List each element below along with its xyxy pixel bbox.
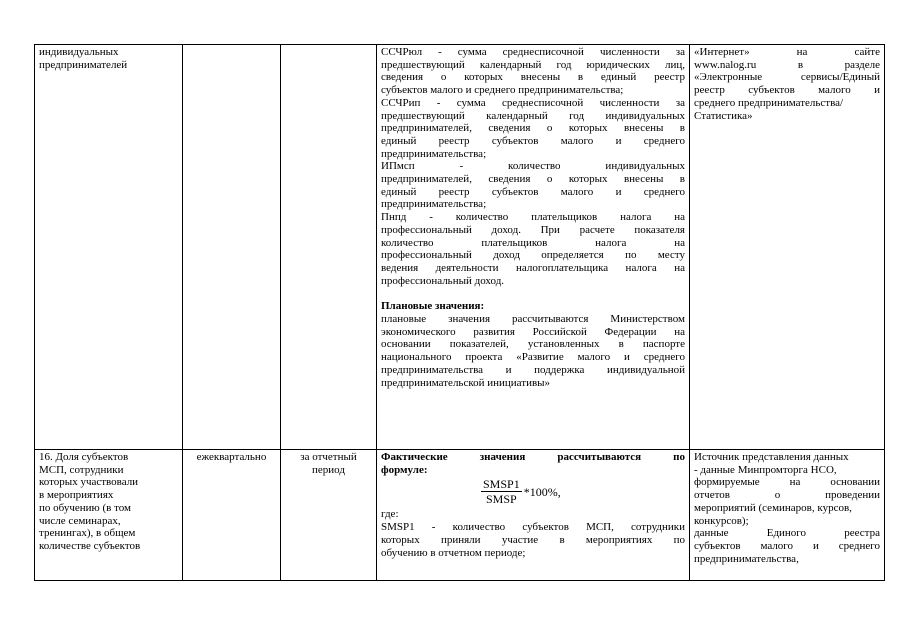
source-cell — [690, 450, 885, 581]
text-line: количестве субъектов — [39, 539, 141, 552]
formula-numerator: SMSP1 — [483, 477, 520, 492]
text-line: ССЧРип - сумма среднесписочной численности за — [381, 96, 685, 109]
text-line: которых участвовали — [39, 476, 139, 489]
text-line: предпринимателей, сведения о которых внесены в — [381, 122, 685, 135]
text-line: Источник представления данных — [694, 451, 849, 463]
text-line: отчетов о проведении — [694, 489, 880, 502]
text-line: «Интернет» на сайте — [694, 46, 880, 58]
source-cell — [690, 45, 885, 450]
text-line: конкурсов); — [694, 514, 749, 527]
periodicity-cell — [183, 45, 281, 450]
text-line: ССЧРюл - сумма среднесписочной численности за — [381, 46, 685, 58]
text-line: где: — [381, 508, 399, 521]
text-line: «Электронные сервисы/Единый — [694, 71, 880, 84]
text-line: www.nalog.ru в разделе — [694, 58, 880, 71]
text-line: предшествующий календарный год юридических лиц, — [381, 58, 685, 71]
text-line: плановые значения рассчитываются Министерством — [381, 313, 685, 326]
period-line: за отчетный — [300, 451, 357, 463]
text-line: субъектов малого и среднего предпринимательства; — [381, 84, 624, 97]
text-line: ИПмсп - количество индивидуальных — [381, 160, 685, 173]
text-line: предшествующий календарный год индивидуальных — [381, 109, 685, 122]
formula-denominator: SMSP — [486, 492, 517, 507]
formula-intro-line: формуле: — [381, 463, 428, 476]
formula-fraction — [481, 477, 522, 506]
text-line: предпринимателей, сведения о которых внесены в — [381, 173, 685, 186]
spacer — [381, 287, 685, 300]
text-line: экономического развития Российской Федерации на — [381, 325, 685, 338]
text-line: Статистика» — [694, 109, 753, 122]
formula-multiplier: *100%, — [523, 484, 561, 499]
text-line: профессиональный доход. — [381, 274, 505, 287]
text-line: предпринимательства; — [381, 147, 487, 160]
text-line: среднего предпринимательства/ — [694, 96, 844, 109]
text-line: предпринимателей — [39, 58, 128, 71]
text-line: формируемые на основании — [694, 476, 880, 489]
indicator-name-cell — [35, 45, 183, 450]
text-line: профессиональный доход определяется по месту — [381, 249, 685, 262]
text-line: обучению в отчетном периоде; — [381, 546, 526, 559]
text-line: реестр субъектов малого и — [694, 84, 880, 97]
text-line: которых приняли участие в мероприятиях по — [381, 533, 685, 546]
text-line: индивидуальных — [39, 46, 119, 58]
periodicity-value: ежеквартально — [196, 451, 267, 463]
text-line: количество плательщиков налога на — [381, 236, 685, 249]
indicators-table — [34, 44, 885, 581]
text-line: по обучению (в том — [39, 501, 131, 514]
table-row-16 — [35, 450, 885, 581]
text-line: в мероприятиях — [39, 489, 114, 502]
period-cell — [281, 45, 377, 450]
text-line: субъектов малого и среднего — [694, 539, 880, 552]
text-line: сведения о которых внесены в единый реестр — [381, 71, 685, 84]
text-line: единый реестр субъектов малого и среднего — [381, 134, 685, 147]
text-line: предпринимательской инициативы» — [381, 376, 551, 389]
plan-values-heading: Плановые значения: — [381, 300, 485, 313]
period-cell — [281, 450, 377, 581]
text-line: национального проекта «Развитие малого и среднего — [381, 351, 685, 364]
text-line: - данные Минпромторга НСО, — [694, 463, 837, 476]
text-line: числе семинарах, — [39, 514, 121, 527]
text-line: Пнпд - количество плательщиков налога на — [381, 211, 685, 224]
text-line: предпринимательства, — [694, 552, 799, 565]
text-line: предпринимательства; — [381, 198, 487, 211]
text-line: данные Единого реестра — [694, 527, 880, 540]
text-line: основании показателей, установленных в паспорте — [381, 338, 685, 351]
period-line: период — [312, 463, 345, 476]
text-line: мероприятий (семинаров, курсов, — [694, 501, 852, 514]
method-cell — [377, 450, 690, 581]
text-line: МСП, сотрудники — [39, 463, 124, 476]
formula — [381, 477, 685, 506]
formula-intro-line: Фактические значения рассчитываются по — [381, 451, 685, 463]
indicator-name-cell — [35, 450, 183, 581]
method-cell — [377, 45, 690, 450]
text-line: ведения деятельности налогоплательщика налога на — [381, 261, 685, 274]
table-row-continued — [35, 45, 885, 450]
periodicity-cell — [183, 450, 281, 581]
text-line: единый реестр субъектов малого и среднего — [381, 185, 685, 198]
text-line: профессиональный доход. При расчете показателя — [381, 223, 685, 236]
text-line: предпринимательства и поддержка индивидуальной — [381, 363, 685, 376]
text-line: тренингах), в общем — [39, 527, 136, 540]
text-line: 16. Доля субъектов — [39, 451, 129, 463]
text-line: SMSP1 - количество субъектов МСП, сотрудники — [381, 521, 685, 534]
